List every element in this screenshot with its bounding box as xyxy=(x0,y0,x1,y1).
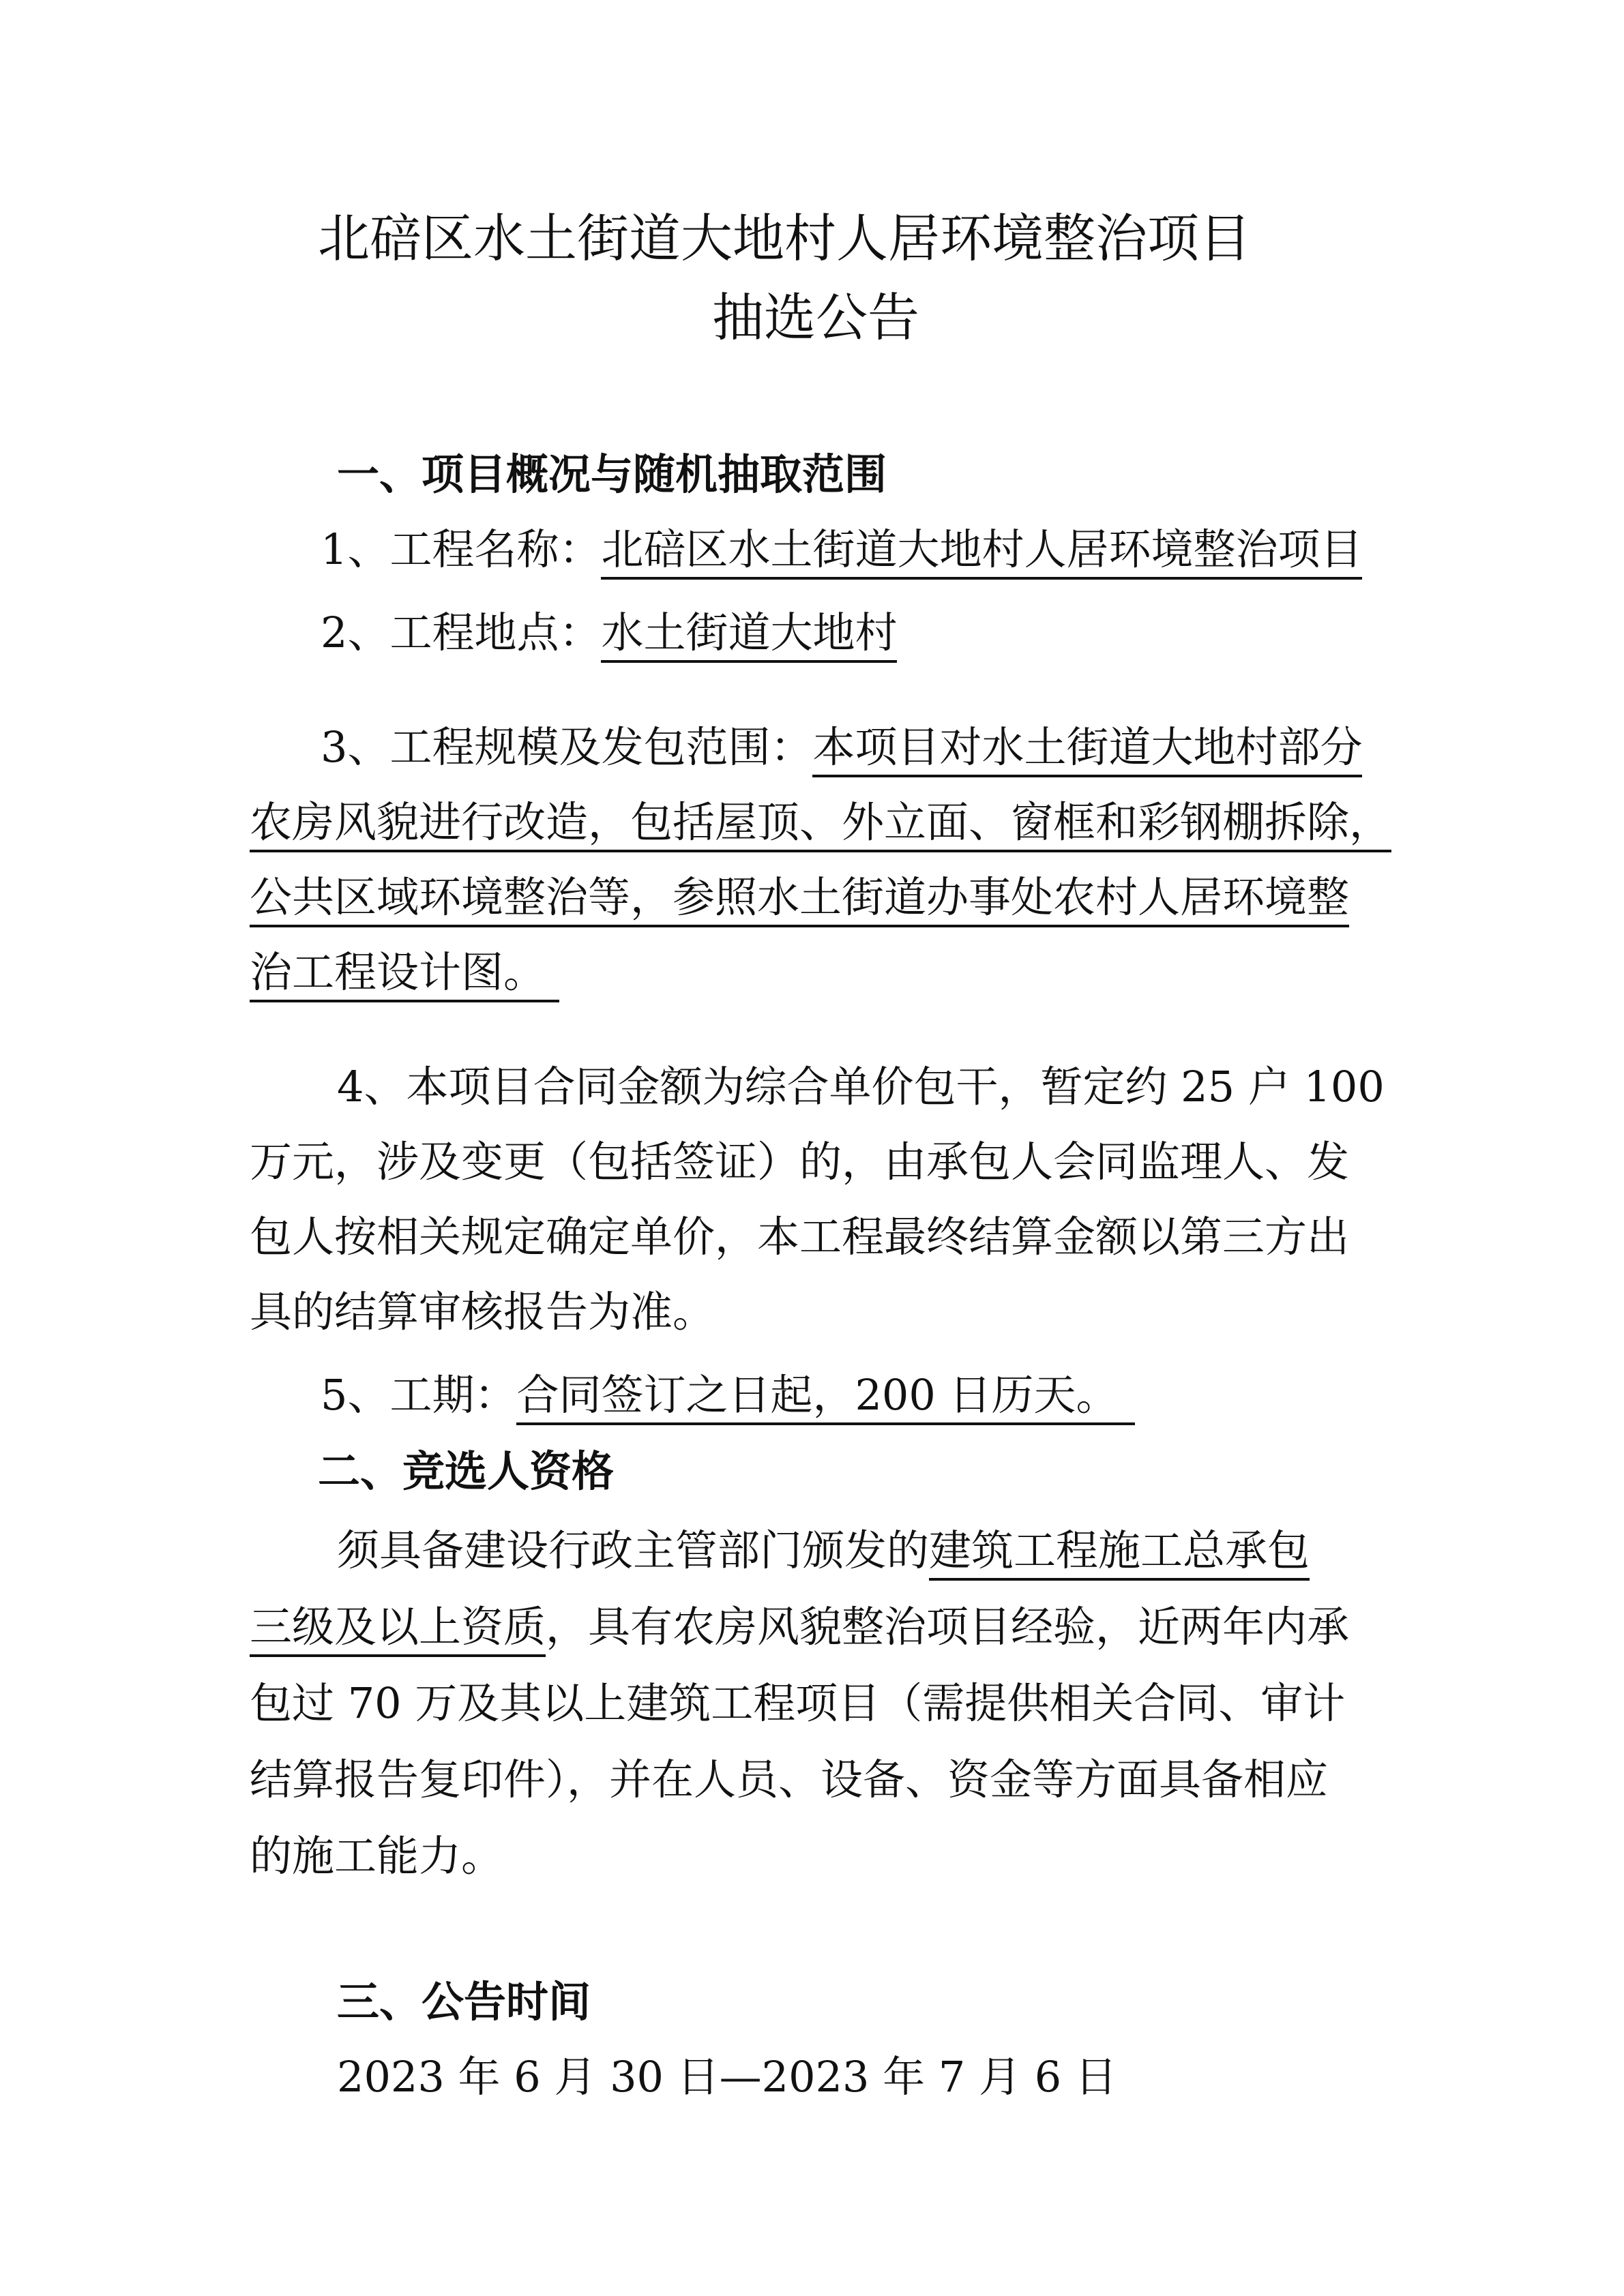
section-2-line-2 xyxy=(250,1600,1349,1654)
item-2-value: 水土街道大地村 xyxy=(601,608,897,663)
section-2-line-4: 结算报告复印件），并在人员、设备、资金等方面具备相应 xyxy=(250,1755,1329,1804)
item-3-line-1 xyxy=(321,720,1362,775)
item-3-value-line-1: 本项目对水土街道大地村部分 xyxy=(812,722,1362,777)
document-title-line-2: 抽选公告 xyxy=(712,287,919,348)
section-1-heading: 一、项目概况与随机抽取范围 xyxy=(337,449,887,499)
item-3-value-line-3: 公共区域环境整治等，参照水土街道办事处农村人居环境整 xyxy=(250,872,1349,927)
item-3-line-2 xyxy=(250,795,1391,850)
section-2-line-1-prefix: 须具备建设行政主管部门颁发的 xyxy=(337,1525,930,1575)
item-4-line-1: 4、本项目合同金额为综合单价包干，暂定约 25 户 100 xyxy=(337,1062,1385,1112)
item-5-label: 5、工期： xyxy=(321,1370,517,1420)
item-4-line-3: 包人按相关规定确定单价，本工程最终结算金额以第三方出 xyxy=(250,1212,1350,1262)
section-3-heading: 三、公告时间 xyxy=(337,1977,591,2027)
item-3-value-line-4: 治工程设计图。 xyxy=(250,947,559,1002)
item-2-label: 2、工程地点： xyxy=(321,608,602,657)
section-2-line-5: 的施工能力。 xyxy=(250,1831,504,1881)
section-2-heading: 二、竞选人资格 xyxy=(318,1446,615,1496)
item-1-value: 北碚区水土街道大地村人居环境整治项目 xyxy=(601,524,1362,580)
item-5-value: 合同签订之日起，200 日历天。 xyxy=(516,1370,1134,1425)
item-4-line-4: 具的结算审核报告为准。 xyxy=(250,1287,715,1337)
item-3-value-line-2: 农房风貌进行改造，包括屋顶、外立面、窗框和彩钢棚拆除， xyxy=(250,797,1391,852)
item-3-line-4 xyxy=(250,945,559,1000)
item-4-line-2: 万元，涉及变更（包括签证）的，由承包人会同监理人、发 xyxy=(250,1137,1350,1187)
section-2-line-1 xyxy=(337,1523,1310,1578)
section-2-line-2-rest: ，具有农房风貌整治项目经验，近两年内承 xyxy=(546,1602,1350,1652)
item-5-duration xyxy=(321,1368,1135,1422)
section-2-line-3: 包过 70 万及其以上建筑工程项目（需提供相关合同、审计 xyxy=(250,1678,1346,1728)
section-2-line-2-underlined: 三级及以上资质 xyxy=(250,1602,546,1657)
item-2-project-location xyxy=(321,606,897,660)
item-3-label: 3、工程规模及发包范围： xyxy=(321,722,813,772)
document-title-line-1: 北碚区水土街道大地村人居环境整治项目 xyxy=(318,208,1251,269)
item-1-project-name xyxy=(321,522,1362,577)
section-2-line-1-underlined: 建筑工程施工总承包 xyxy=(929,1525,1310,1581)
announcement-dates: 2023 年 6 月 30 日—2023 年 7 月 6 日 xyxy=(337,2052,1117,2102)
item-1-label: 1、工程名称： xyxy=(321,524,602,574)
item-3-line-3 xyxy=(250,870,1349,925)
